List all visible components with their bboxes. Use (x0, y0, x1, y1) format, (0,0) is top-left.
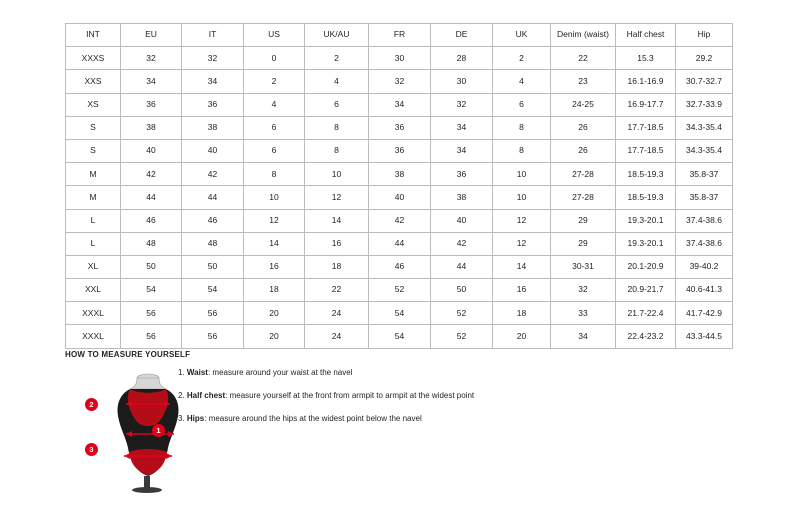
cell-de: 34 (431, 139, 493, 162)
cell-hip: 35.8-37 (676, 186, 733, 209)
instruction-half-chest (178, 391, 598, 401)
instruction-term-waist: Waist (186, 368, 208, 377)
cell-it: 54 (182, 279, 244, 302)
cell-denim-waist: 22 (551, 47, 616, 70)
instruction-number-2: 2. (178, 391, 185, 400)
cell-uk: 6 (493, 93, 551, 116)
cell-it: 56 (182, 302, 244, 325)
cell-hip: 29.2 (676, 47, 733, 70)
cell-de: 36 (431, 163, 493, 186)
cell-half-chest: 16.9-17.7 (616, 93, 676, 116)
cell-it: 46 (182, 209, 244, 232)
cell-it: 38 (182, 116, 244, 139)
cell-us: 14 (244, 232, 305, 255)
cell-hip: 41.7-42.9 (676, 302, 733, 325)
cell-fr: 52 (369, 279, 431, 302)
cell-denim-waist: 33 (551, 302, 616, 325)
column-header-denim-waist: Denim (waist) (551, 24, 616, 47)
cell-fr: 34 (369, 93, 431, 116)
cell-hip: 30.7-32.7 (676, 70, 733, 93)
cell-fr: 30 (369, 47, 431, 70)
cell-de: 50 (431, 279, 493, 302)
cell-de: 44 (431, 255, 493, 278)
cell-fr: 36 (369, 139, 431, 162)
cell-eu: 42 (121, 163, 182, 186)
cell-uk-au: 12 (305, 186, 369, 209)
cell-hip: 34.3-35.4 (676, 116, 733, 139)
cell-int: XL (66, 255, 121, 278)
cell-uk-au: 6 (305, 93, 369, 116)
cell-uk: 4 (493, 70, 551, 93)
cell-it: 32 (182, 47, 244, 70)
cell-fr: 46 (369, 255, 431, 278)
cell-us: 4 (244, 93, 305, 116)
cell-us: 18 (244, 279, 305, 302)
instruction-term-half-chest: Half chest (186, 391, 226, 400)
cell-uk: 2 (493, 47, 551, 70)
cell-half-chest: 15.3 (616, 47, 676, 70)
cell-int: L (66, 232, 121, 255)
cell-uk: 8 (493, 116, 551, 139)
cell-de: 32 (431, 93, 493, 116)
instruction-text-half-chest: : measure yourself at the front from armpit to armpit at the widest point (225, 391, 475, 400)
cell-denim-waist: 23 (551, 70, 616, 93)
cell-eu: 56 (121, 325, 182, 348)
cell-uk-au: 16 (305, 232, 369, 255)
cell-uk-au: 2 (305, 47, 369, 70)
cell-hip: 37.4-38.6 (676, 232, 733, 255)
cell-fr: 42 (369, 209, 431, 232)
cell-hip: 37.4-38.6 (676, 209, 733, 232)
instruction-term-hips: Hips (186, 414, 205, 423)
cell-int: XXXL (66, 325, 121, 348)
instruction-hips (178, 414, 598, 424)
column-header-fr: FR (369, 24, 431, 47)
cell-eu: 32 (121, 47, 182, 70)
cell-us: 8 (244, 163, 305, 186)
cell-hip: 39-40.2 (676, 255, 733, 278)
cell-uk: 16 (493, 279, 551, 302)
cell-us: 2 (244, 70, 305, 93)
cell-uk: 10 (493, 163, 551, 186)
instruction-number-3: 3. (178, 414, 185, 423)
cell-us: 20 (244, 325, 305, 348)
cell-denim-waist: 27-28 (551, 186, 616, 209)
column-header-uk-au: UK/AU (305, 24, 369, 47)
cell-us: 0 (244, 47, 305, 70)
callout-badge-1: 1 (152, 424, 165, 437)
cell-half-chest: 22.4-23.2 (616, 325, 676, 348)
cell-eu: 38 (121, 116, 182, 139)
cell-de: 52 (431, 325, 493, 348)
cell-fr: 36 (369, 116, 431, 139)
cell-int: M (66, 163, 121, 186)
cell-half-chest: 18.5-19.3 (616, 186, 676, 209)
cell-fr: 38 (369, 163, 431, 186)
cell-fr: 32 (369, 70, 431, 93)
cell-denim-waist: 32 (551, 279, 616, 302)
column-header-de: DE (431, 24, 493, 47)
cell-denim-waist: 29 (551, 232, 616, 255)
cell-eu: 50 (121, 255, 182, 278)
cell-int: S (66, 139, 121, 162)
cell-half-chest: 21.7-22.4 (616, 302, 676, 325)
cell-us: 6 (244, 139, 305, 162)
cell-half-chest: 16.1-16.9 (616, 70, 676, 93)
cell-hip: 34.3-35.4 (676, 139, 733, 162)
cell-us: 10 (244, 186, 305, 209)
measure-instructions (178, 368, 598, 437)
cell-de: 38 (431, 186, 493, 209)
cell-eu: 44 (121, 186, 182, 209)
table-row (66, 279, 733, 302)
cell-denim-waist: 34 (551, 325, 616, 348)
column-header-int: INT (66, 24, 121, 47)
cell-de: 42 (431, 232, 493, 255)
size-chart-table-wrapper (65, 23, 732, 349)
table-row (66, 70, 733, 93)
cell-uk-au: 24 (305, 325, 369, 348)
cell-eu: 48 (121, 232, 182, 255)
cell-it: 34 (182, 70, 244, 93)
instruction-text-waist: : measure around your waist at the navel (207, 368, 353, 377)
cell-hip: 32.7-33.9 (676, 93, 733, 116)
column-header-hip: Hip (676, 24, 733, 47)
table-row (66, 93, 733, 116)
table-row (66, 116, 733, 139)
cell-de: 34 (431, 116, 493, 139)
cell-denim-waist: 26 (551, 139, 616, 162)
cell-de: 28 (431, 47, 493, 70)
cell-uk-au: 18 (305, 255, 369, 278)
cell-denim-waist: 30-31 (551, 255, 616, 278)
column-header-it: IT (182, 24, 244, 47)
cell-it: 44 (182, 186, 244, 209)
cell-it: 56 (182, 325, 244, 348)
cell-int: XXS (66, 70, 121, 93)
cell-uk-au: 8 (305, 139, 369, 162)
table-body (66, 47, 733, 348)
cell-uk: 10 (493, 186, 551, 209)
cell-uk: 18 (493, 302, 551, 325)
cell-uk: 14 (493, 255, 551, 278)
table-head (66, 24, 733, 47)
instruction-waist (178, 368, 598, 378)
cell-half-chest: 17.7-18.5 (616, 116, 676, 139)
cell-int: S (66, 116, 121, 139)
cell-uk: 12 (493, 209, 551, 232)
cell-it: 48 (182, 232, 244, 255)
column-header-uk: UK (493, 24, 551, 47)
instruction-number-1: 1. (178, 368, 185, 377)
table-row (66, 186, 733, 209)
cell-uk: 12 (493, 232, 551, 255)
cell-uk-au: 8 (305, 116, 369, 139)
cell-uk-au: 22 (305, 279, 369, 302)
cell-eu: 56 (121, 302, 182, 325)
cell-uk-au: 4 (305, 70, 369, 93)
cell-half-chest: 19.3-20.1 (616, 232, 676, 255)
cell-denim-waist: 29 (551, 209, 616, 232)
cell-uk: 20 (493, 325, 551, 348)
cell-int: XS (66, 93, 121, 116)
cell-it: 36 (182, 93, 244, 116)
cell-int: XXXL (66, 302, 121, 325)
cell-us: 20 (244, 302, 305, 325)
cell-uk: 8 (493, 139, 551, 162)
cell-de: 52 (431, 302, 493, 325)
cell-int: L (66, 209, 121, 232)
cell-hip: 43.3-44.5 (676, 325, 733, 348)
cell-eu: 40 (121, 139, 182, 162)
table-header-row (66, 24, 733, 47)
table-row (66, 163, 733, 186)
cell-it: 50 (182, 255, 244, 278)
size-chart-table (65, 23, 733, 349)
table-row (66, 209, 733, 232)
cell-eu: 36 (121, 93, 182, 116)
cell-us: 6 (244, 116, 305, 139)
table-row (66, 325, 733, 348)
cell-int: XXXS (66, 47, 121, 70)
cell-half-chest: 20.9-21.7 (616, 279, 676, 302)
cell-it: 42 (182, 163, 244, 186)
cell-eu: 34 (121, 70, 182, 93)
column-header-half-chest: Half chest (616, 24, 676, 47)
cell-us: 12 (244, 209, 305, 232)
cell-uk-au: 10 (305, 163, 369, 186)
cell-denim-waist: 26 (551, 116, 616, 139)
table-row (66, 232, 733, 255)
cell-us: 16 (244, 255, 305, 278)
cell-hip: 35.8-37 (676, 163, 733, 186)
cell-half-chest: 18.5-19.3 (616, 163, 676, 186)
cell-hip: 40.6-41.3 (676, 279, 733, 302)
cell-it: 40 (182, 139, 244, 162)
cell-uk-au: 24 (305, 302, 369, 325)
cell-int: XXL (66, 279, 121, 302)
table-row (66, 139, 733, 162)
cell-fr: 54 (369, 302, 431, 325)
cell-int: M (66, 186, 121, 209)
cell-denim-waist: 24-25 (551, 93, 616, 116)
how-to-measure-title: HOW TO MEASURE YOURSELF (65, 350, 191, 359)
cell-eu: 54 (121, 279, 182, 302)
table-row (66, 47, 733, 70)
cell-uk-au: 14 (305, 209, 369, 232)
cell-denim-waist: 27-28 (551, 163, 616, 186)
cell-de: 40 (431, 209, 493, 232)
callout-badge-3: 3 (85, 443, 98, 456)
column-header-eu: EU (121, 24, 182, 47)
table-row (66, 302, 733, 325)
column-header-us: US (244, 24, 305, 47)
cell-half-chest: 19.3-20.1 (616, 209, 676, 232)
table-row (66, 255, 733, 278)
cell-fr: 54 (369, 325, 431, 348)
cell-half-chest: 20.1-20.9 (616, 255, 676, 278)
cell-fr: 44 (369, 232, 431, 255)
cell-eu: 46 (121, 209, 182, 232)
instruction-text-hips: : measure around the hips at the widest point below the navel (204, 414, 422, 423)
callout-badge-2: 2 (85, 398, 98, 411)
cell-de: 30 (431, 70, 493, 93)
cell-fr: 40 (369, 186, 431, 209)
cell-half-chest: 17.7-18.5 (616, 139, 676, 162)
